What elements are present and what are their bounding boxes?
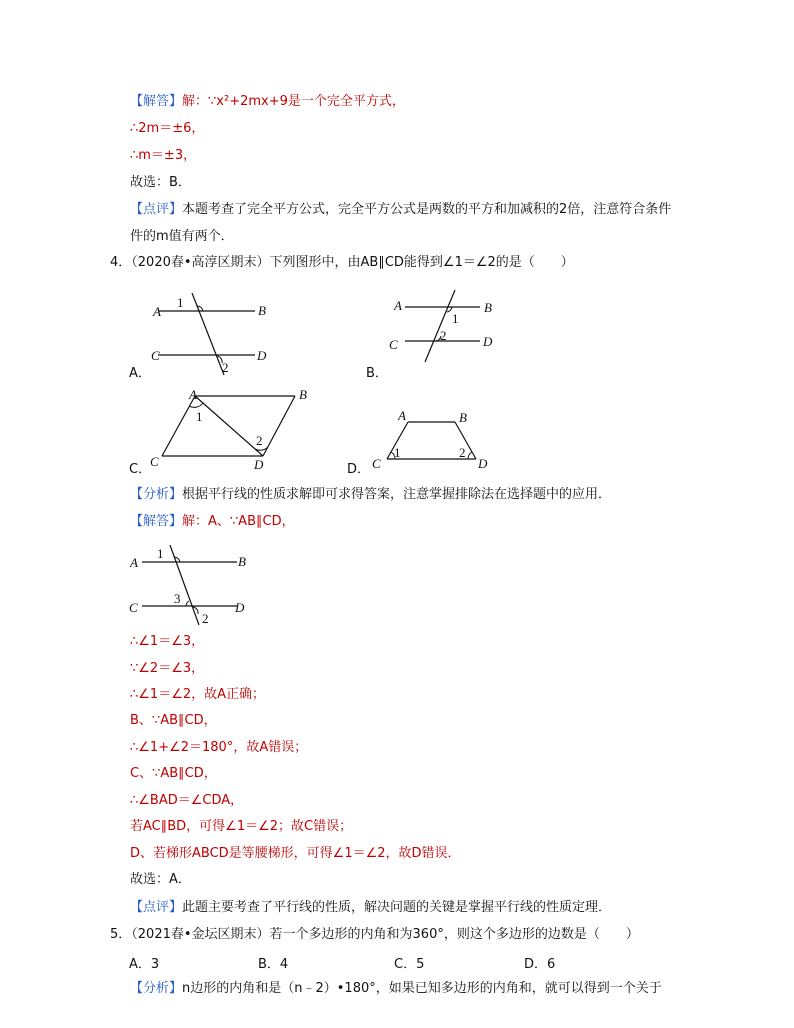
q5-analysis <box>130 980 662 998</box>
svg-text:C: C <box>372 456 381 470</box>
svg-text:1: 1 <box>196 409 203 424</box>
svg-text:C: C <box>150 454 159 469</box>
solution-choose: 故选：B． <box>130 175 191 190</box>
solution-line-1 <box>130 93 405 111</box>
q4-step-3: ∴∠1＝∠2，故A正确； <box>130 687 266 702</box>
label-c: C <box>151 348 160 363</box>
q5-analysis-tag: 【分析】 <box>130 981 183 996</box>
svg-text:D: D <box>483 334 493 349</box>
solution-text-1: 解：∵x²+2mx+9是一个完全平方式， <box>182 94 405 109</box>
svg-text:B: B <box>484 300 492 315</box>
comment-tag: 【点评】 <box>130 202 183 217</box>
svg-text:1: 1 <box>394 445 401 460</box>
q4-answer-first <box>130 513 295 531</box>
label-b: B <box>258 303 266 318</box>
analysis-text: 根据平行线的性质求解即可求得答案，注意掌握排除法在选择题中的应用． <box>182 487 612 502</box>
q4-step-4: B、∵AB∥CD， <box>130 713 217 728</box>
q4-stem: 4．（2020春•高淳区期末）下列图形中，由AB∥CD能得到∠1＝∠2的是（ ） <box>110 255 574 270</box>
option-d-label: D． <box>347 462 371 477</box>
comment-text-1: 本题考查了完全平方公式，完全平方公式是两数的平方和加减积的2倍，注意符合条件 <box>182 202 672 217</box>
svg-text:2: 2 <box>256 433 263 448</box>
svg-text:B: B <box>299 388 307 402</box>
q5-choice-c: C．5 <box>394 957 425 972</box>
q5-choice-b: B．4 <box>258 957 289 972</box>
q4-step-8: 若AC∥BD，可得∠1＝∠2；故C错误； <box>130 819 353 834</box>
svg-text:A: A <box>130 555 138 570</box>
q4-step-7: ∴∠BAD＝∠CDA， <box>130 793 244 808</box>
svg-text:1: 1 <box>452 311 459 326</box>
label-angle-1: 1 <box>177 295 184 310</box>
q4-step-6: C、∵AB∥CD， <box>130 766 217 781</box>
svg-text:2: 2 <box>440 328 447 343</box>
label-d: D <box>257 348 267 363</box>
q4-choose: 故选：A． <box>130 872 191 887</box>
svg-text:1: 1 <box>157 546 164 561</box>
solution-tag: 【解答】 <box>130 94 183 109</box>
q4-step-1: ∴∠1＝∠3， <box>130 634 205 649</box>
q4-comment-text: 此题主要考查了平行线的性质，解决问题的关键是掌握平行线的性质定理． <box>182 900 612 915</box>
svg-text:C: C <box>129 600 138 615</box>
svg-text:A: A <box>189 388 197 402</box>
analysis-tag: 【分析】 <box>130 487 183 502</box>
svg-text:B: B <box>459 410 467 425</box>
q4-analysis <box>130 486 611 504</box>
label-a: A <box>153 304 161 319</box>
svg-text:2: 2 <box>459 445 466 460</box>
svg-text:D: D <box>478 456 488 470</box>
svg-text:C: C <box>389 337 398 352</box>
figure-solution <box>127 543 267 628</box>
q4-step-5: ∴∠1+∠2＝180°，故A错误； <box>130 740 308 755</box>
figure-b <box>385 290 505 370</box>
figure-a <box>140 290 290 380</box>
solution-line-3: ∴m＝±3， <box>130 148 197 163</box>
option-c-label: C． <box>129 462 152 477</box>
option-b-label: B． <box>366 366 388 381</box>
svg-text:B: B <box>238 554 246 569</box>
label-angle-2: 2 <box>222 360 229 375</box>
svg-text:2: 2 <box>202 611 209 626</box>
figure-c <box>145 388 315 473</box>
q4-comment-tag: 【点评】 <box>130 900 183 915</box>
q5-analysis-text: n边形的内角和是（n﹣2）•180°，如果已知多边形的内角和，就可以得到一个关于 <box>182 981 662 996</box>
q4-step-9: D、若梯形ABCD是等腰梯形，可得∠1＝∠2，故D错误． <box>130 846 461 861</box>
answer-tag: 【解答】 <box>130 514 183 529</box>
comment-line-2: 件的m值有两个． <box>130 229 234 244</box>
svg-text:A: A <box>394 298 402 313</box>
comment-line-1 <box>130 201 671 219</box>
q4-step-2: ∵∠2＝∠3， <box>130 661 205 676</box>
q5-choice-a: A．3 <box>129 957 160 972</box>
answer-first-text: 解：A、∵AB∥CD， <box>182 514 295 529</box>
svg-text:D: D <box>235 600 245 615</box>
option-a-label: A． <box>129 366 151 381</box>
q5-choice-d: D．6 <box>524 957 556 972</box>
q5-stem: 5．（2021春•金坛区期末）若一个多边形的内角和为360°，则这个多边形的边数是（ ） <box>110 927 639 942</box>
svg-text:A: A <box>398 408 406 423</box>
svg-text:D: D <box>254 457 264 472</box>
solution-line-2: ∴2m＝±6， <box>130 121 205 136</box>
figure-d <box>368 405 498 470</box>
q4-comment <box>130 899 611 917</box>
svg-text:3: 3 <box>174 591 181 606</box>
